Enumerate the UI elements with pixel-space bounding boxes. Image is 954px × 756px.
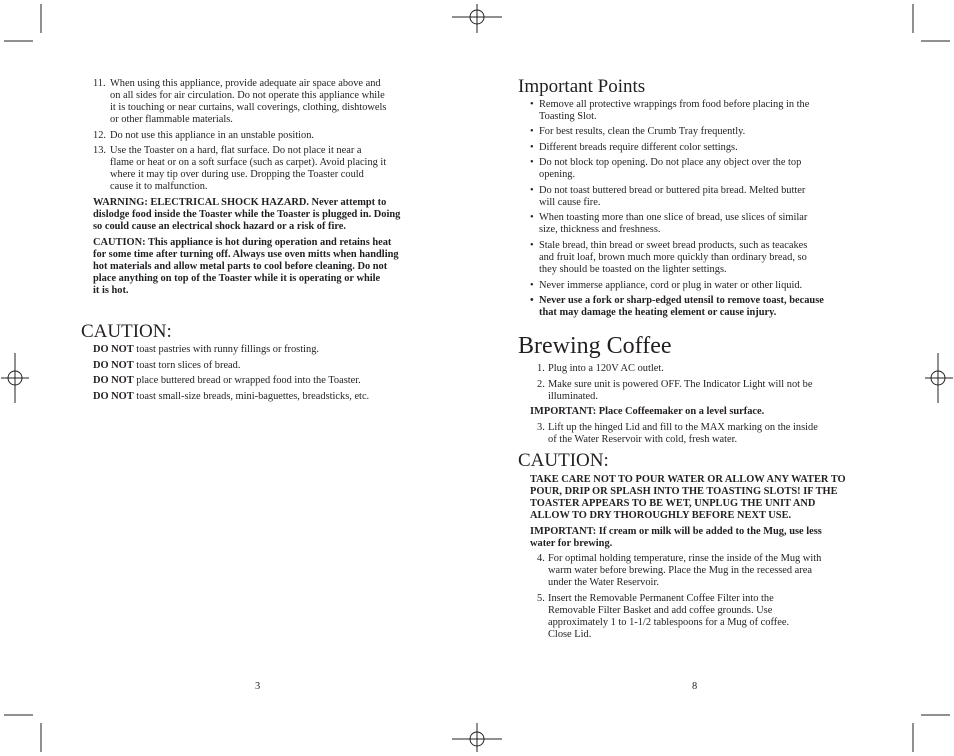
important-cream-line: water for brewing. [530, 538, 613, 549]
item-13-line: where it may tip over during use. Dropping the Toaster could [110, 169, 364, 180]
item-11-line: it is touching or near curtains, wall coverings, clothing, dishtowels [110, 102, 387, 113]
caution-line: ALLOW TO DRY THOROUGHLY BEFORE NEXT USE. [530, 510, 792, 521]
caution-item [93, 391, 369, 403]
bullet-line: opening. [539, 169, 576, 180]
registration-mark-bottom [452, 723, 502, 752]
item-13-number: 13. [93, 145, 106, 156]
step-line: of the Water Reservoir with cold, fresh water. [548, 434, 738, 445]
important-cream-line: IMPORTANT: If cream or milk will be added to the Mug, use less [530, 526, 822, 537]
caution-item [93, 360, 240, 372]
item-12-line: Do not use this appliance in an unstable position. [110, 130, 315, 141]
caution-hot-line: it is hot. [93, 285, 129, 296]
bullet-icon: • [530, 99, 534, 110]
step-number: 3. [537, 422, 545, 433]
bullet-line: will cause fire. [539, 197, 601, 208]
step-line: approximately 1 to 1-1/2 tablespoons for a Mug of coffee. [548, 617, 790, 628]
caution-item-text: toast pastries with runny fillings or frosting. [133, 344, 319, 355]
bullet-line: Never use a fork or sharp-edged utensil to remove toast, because [539, 295, 824, 306]
warning-line: WARNING: ELECTRICAL SHOCK HAZARD. Never attempt to [93, 197, 387, 208]
step-line: under the Water Reservoir. [548, 577, 659, 588]
caution-hot-line: hot materials and allow metal parts to cool before cleaning. Do not [93, 261, 388, 272]
step-number: 4. [537, 553, 545, 564]
item-11-line: on all sides for air circulation. Do not operate this appliance while [110, 90, 385, 101]
important-level-note: IMPORTANT: Place Coffeemaker on a level surface. [530, 406, 765, 417]
caution-hot-line: place anything on top of the Toaster while it is operating or while [93, 273, 381, 284]
warning-line: so could cause an electrical shock hazard or a risk of fire. [93, 221, 347, 232]
caution-item-text: toast small-size breads, mini-baguettes, breadsticks, etc. [133, 391, 370, 402]
bullet-line: that may damage the heating element or cause injury. [539, 307, 777, 318]
registration-mark-left [1, 353, 29, 403]
important-points-heading: Important Points [518, 76, 646, 97]
step-number: 5. [537, 593, 545, 604]
bullet-line: When toasting more than one slice of bread, use slices of similar [539, 212, 808, 223]
step-number: 2. [537, 379, 545, 390]
right-caution-heading: CAUTION: [518, 450, 609, 471]
bullet-icon: • [530, 185, 534, 196]
item-11-number: 11. [93, 78, 106, 89]
warning-line: dislodge food inside the Toaster while the Toaster is plugged in. Doing [93, 209, 401, 220]
step-line: Insert the Removable Permanent Coffee Filter into the [548, 593, 774, 604]
page-number: 8 [692, 681, 698, 692]
item-12-number: 12. [93, 130, 106, 141]
step-line: illuminated. [548, 391, 598, 402]
bullet-line: they should be toasted on the lighter settings. [539, 264, 727, 275]
bullet-line: Never immerse appliance, cord or plug in water or other liquid. [539, 280, 803, 291]
item-13-line: Use the Toaster on a hard, flat surface. Do not place it near a [110, 145, 362, 156]
do-not-label: DO NOT [93, 344, 134, 355]
step-line: Removable Filter Basket and add coffee grounds. Use [548, 605, 773, 616]
caution-hot-line: CAUTION: This appliance is hot during operation and retains heat [93, 237, 392, 248]
step-line: warm water before brewing. Place the Mug in the recessed area [548, 565, 812, 576]
step-line: For optimal holding temperature, rinse the inside of the Mug with [548, 553, 822, 564]
registration-mark-top [452, 4, 502, 33]
left-caution-heading: CAUTION: [81, 321, 172, 342]
bullet-line: and fruit loaf, brown much more quickly than ordinary bread, so [539, 252, 807, 263]
caution-line: TOASTER APPEARS TO BE WET, UNPLUG THE UNIT AND [530, 498, 816, 509]
step-line: Close Lid. [548, 629, 592, 640]
caution-item-text: toast torn slices of bread. [133, 360, 241, 371]
step-number: 1. [537, 363, 545, 374]
bullet-icon: • [530, 157, 534, 168]
bullet-line: Do not toast buttered bread or buttered pita bread. Melted butter [539, 185, 806, 196]
do-not-label: DO NOT [93, 391, 134, 402]
do-not-label: DO NOT [93, 360, 134, 371]
item-11-line: or other flammable materials. [110, 114, 233, 125]
bullet-line: For best results, clean the Crumb Tray frequently. [539, 126, 746, 137]
bullet-line: Different breads require different color settings. [539, 142, 738, 153]
step-line: Make sure unit is powered OFF. The Indicator Light will not be [548, 379, 813, 390]
bullet-icon: • [530, 142, 534, 153]
brewing-coffee-heading: Brewing Coffee [518, 333, 672, 359]
bullet-icon: • [530, 280, 534, 291]
bullet-line: Toasting Slot. [539, 111, 597, 122]
step-line: Plug into a 120V AC outlet. [548, 363, 664, 374]
bullet-icon: • [530, 240, 534, 251]
step-line: Lift up the hinged Lid and fill to the MAX marking on the inside [548, 422, 818, 433]
do-not-label: DO NOT [93, 375, 134, 386]
caution-item-text: place buttered bread or wrapped food into the Toaster. [133, 375, 361, 386]
bullet-line: Remove all protective wrappings from food before placing in the [539, 99, 810, 110]
caution-line: POUR, DRIP OR SPLASH INTO THE TOASTING SLOTS! IF THE [530, 486, 838, 497]
bullet-icon: • [530, 295, 534, 306]
caution-item [93, 344, 319, 356]
bullet-line: size, thickness and freshness. [539, 224, 661, 235]
registration-mark-right [925, 353, 953, 403]
item-11-line: When using this appliance, provide adequate air space above and [110, 78, 381, 89]
item-13-line: flame or heat or on a soft surface (such as carpet). Avoid placing it [110, 157, 387, 168]
bullet-icon: • [530, 212, 534, 223]
caution-line: TAKE CARE NOT TO POUR WATER OR ALLOW ANY WATER TO [530, 474, 846, 485]
page-number: 3 [255, 681, 261, 692]
caution-hot-line: for some time after turning off. Always use oven mitts when handling [93, 249, 399, 260]
bullet-line: Stale bread, thin bread or sweet bread products, such as teacakes [539, 240, 808, 251]
caution-item [93, 375, 361, 387]
bullet-icon: • [530, 126, 534, 137]
bullet-line: Do not block top opening. Do not place any object over the top [539, 157, 802, 168]
item-13-line: cause it to malfunction. [110, 181, 208, 192]
